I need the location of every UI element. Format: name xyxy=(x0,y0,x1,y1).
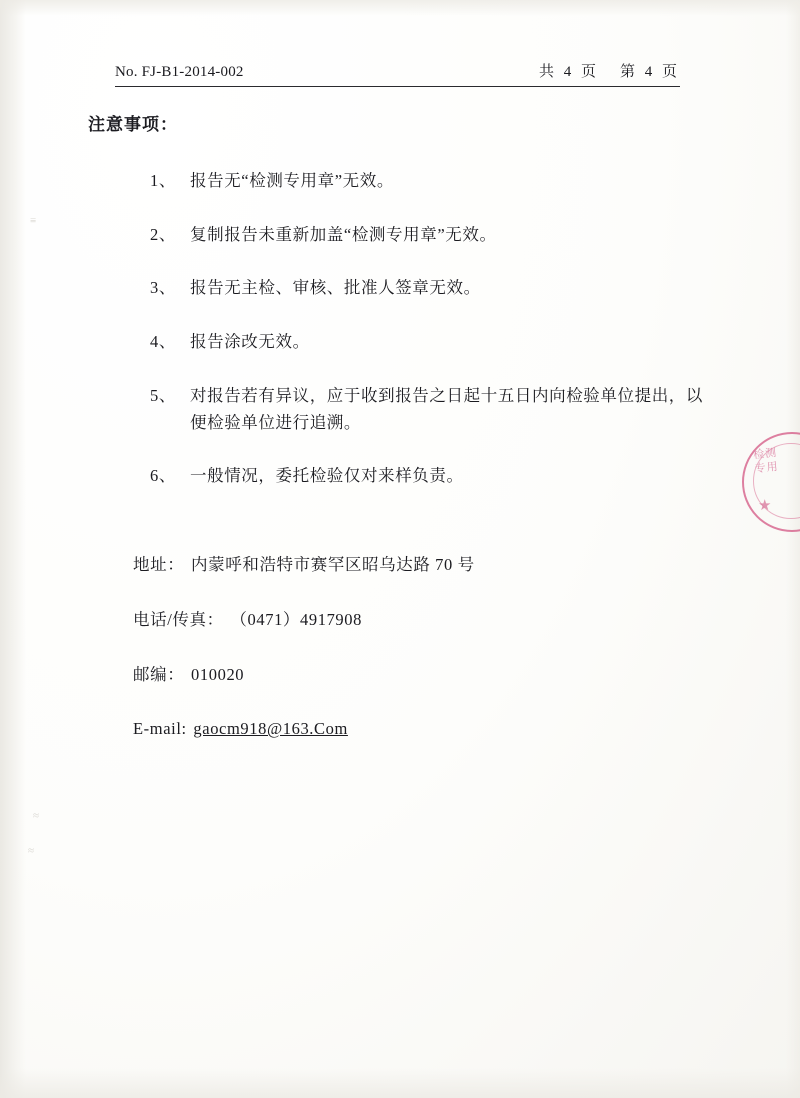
list-item xyxy=(150,275,710,302)
page-current-value: 4 xyxy=(644,64,654,80)
list-item-number: 2、 xyxy=(150,224,176,244)
page-current-suffix: 页 xyxy=(661,64,678,80)
scan-artifact: ≈ xyxy=(33,810,40,822)
list-item xyxy=(150,383,710,436)
phone-line xyxy=(133,608,733,633)
official-stamp xyxy=(742,432,800,532)
contact-block xyxy=(133,553,733,772)
postcode-line xyxy=(133,663,733,688)
notice-title: 注意事项： xyxy=(88,115,178,134)
list-item-text: 报告无主检、审核、批准人签章无效。 xyxy=(190,278,481,298)
list-item-text: 报告无“检测专用章”无效。 xyxy=(190,171,394,190)
email-line xyxy=(133,717,733,742)
postcode-label: 邮编： xyxy=(133,664,185,684)
stamp-text: 检测专用 xyxy=(752,446,780,476)
address-line xyxy=(133,553,733,578)
email-label: E-mail: xyxy=(133,719,187,739)
list-item xyxy=(150,329,710,356)
list-item-number: 6、 xyxy=(150,466,176,486)
stamp-star-icon: ★ xyxy=(758,498,772,514)
page-total-prefix: 共 xyxy=(538,64,555,80)
phone-label: 电话/传真： xyxy=(133,609,224,629)
address-label: 地址： xyxy=(133,555,185,574)
list-item xyxy=(150,222,710,249)
list-item-number: 5、 xyxy=(150,385,176,405)
address-value: 内蒙呼和浩特市赛罕区昭乌达路 70 号 xyxy=(191,555,475,574)
document-number: No. FJ-B1-2014-002 xyxy=(115,64,244,80)
list-item-number: 1、 xyxy=(150,171,176,190)
notice-list xyxy=(150,168,710,517)
list-item-text: 一般情况，委托检验仅对来样负责。 xyxy=(190,466,464,486)
list-item xyxy=(150,168,710,195)
page-current-prefix: 第 xyxy=(619,64,636,80)
scan-artifact: ≡ xyxy=(30,215,37,227)
list-item-number: 3、 xyxy=(150,278,176,298)
page-total-value: 4 xyxy=(563,64,573,80)
phone-value: （0471）4917908 xyxy=(230,609,362,629)
page-total-suffix: 页 xyxy=(580,64,597,80)
postcode-value: 010020 xyxy=(191,664,245,684)
scan-artifact: ≈ xyxy=(28,845,35,857)
list-item-text: 报告涂改无效。 xyxy=(190,332,310,352)
list-item xyxy=(150,463,710,490)
email-value: gaocm918@163.Com xyxy=(193,719,348,739)
page-indicator xyxy=(537,60,680,81)
document-header xyxy=(115,60,680,87)
list-item-text: 复制报告未重新加盖“检测专用章”无效。 xyxy=(190,224,497,244)
list-item-text: 对报告若有异议，应于收到报告之日起十五日内向检验单位提出，以便检验单位进行追溯。 xyxy=(190,385,703,432)
list-item-number: 4、 xyxy=(150,332,176,352)
